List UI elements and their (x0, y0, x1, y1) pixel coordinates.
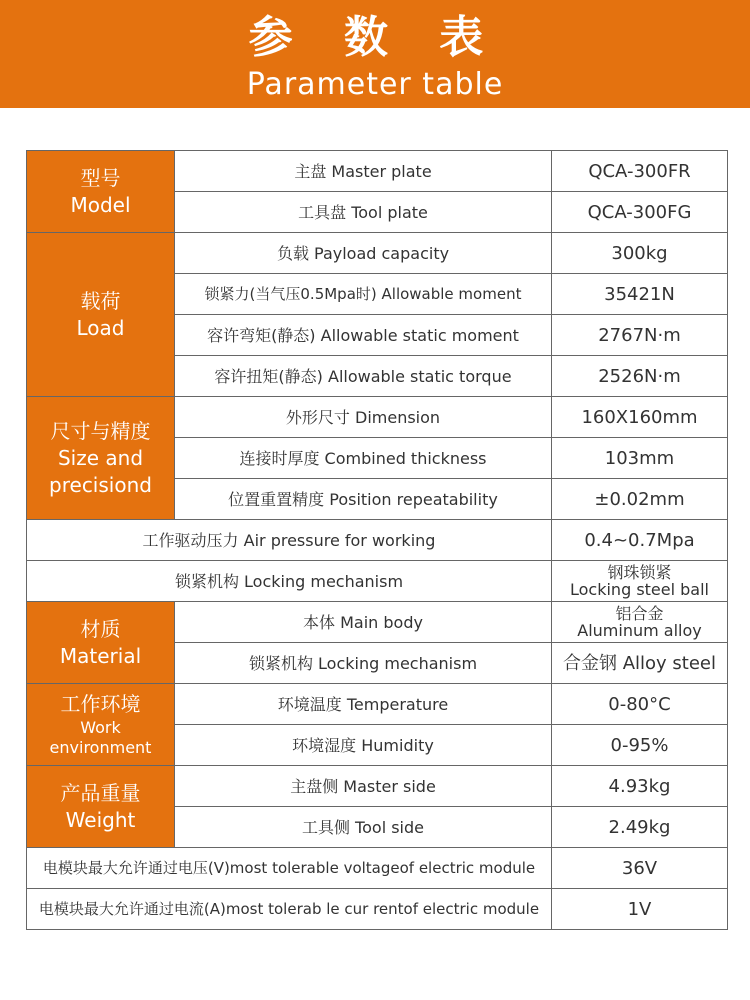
category-label-zh: 工作环境 (60, 692, 141, 716)
table-row (27, 151, 728, 192)
category-environment (27, 684, 175, 766)
category-label-en: Load (76, 315, 125, 340)
category-size (27, 397, 175, 520)
value-cell: QCA-300FR (552, 151, 728, 192)
value-cell: 0-95% (552, 725, 728, 766)
page-title-en: Parameter table (246, 67, 504, 102)
category-label-zh: 产品重量 (60, 780, 141, 805)
table-row (27, 520, 728, 561)
category-load (27, 233, 175, 397)
category-label-en: Size and (57, 445, 144, 470)
category-weight (27, 766, 175, 848)
table-row (27, 233, 728, 274)
category-label-en: Work environment (49, 718, 152, 757)
value-cell (552, 602, 728, 643)
value-cell: 35421N (552, 274, 728, 315)
value-cell: 160X160mm (552, 397, 728, 438)
param-cell: 容许弯矩(静态) Allowable static moment (175, 315, 552, 356)
value-cell: 103mm (552, 438, 728, 479)
param-cell: 环境温度 Temperature (175, 684, 552, 725)
value-zh: 钢珠锁紧 (607, 563, 672, 582)
param-cell: 主盘侧 Master side (175, 766, 552, 807)
param-cell: 位置重置精度 Position repeatability (175, 479, 552, 520)
param-cell: 电模块最大允许通过电流(A)most tolerab le cur rentof electric module (27, 889, 552, 930)
param-cell: 工作驱动压力 Air pressure for working (27, 520, 552, 561)
value-cell: 0-80°C (552, 684, 728, 725)
category-label-en: Weight (65, 807, 136, 832)
value-cell: 2526N·m (552, 356, 728, 397)
value-cell: 2767N·m (552, 315, 728, 356)
value-cell: 合金钢 Alloy steel (552, 643, 728, 684)
param-cell: 锁紧机构 Locking mechanism (27, 561, 552, 602)
table-row (27, 602, 728, 643)
parameter-table (26, 150, 728, 930)
category-label-zh: 材质 (80, 616, 121, 641)
category-label-en: Material (59, 643, 142, 668)
category-label-zh: 型号 (80, 165, 121, 190)
value-zh: 铝合金 (615, 604, 664, 623)
table-row (27, 397, 728, 438)
table-row (27, 848, 728, 889)
category-material (27, 602, 175, 684)
value-cell: 1V (552, 889, 728, 930)
param-cell: 环境湿度 Humidity (175, 725, 552, 766)
page-title-zh: 参 数 表 (248, 12, 502, 63)
param-cell: 主盘 Master plate (175, 151, 552, 192)
param-cell: 负载 Payload capacity (175, 233, 552, 274)
param-cell: 外形尺寸 Dimension (175, 397, 552, 438)
header-banner (0, 0, 750, 108)
param-cell: 工具盘 Tool plate (175, 192, 552, 233)
param-cell: 电模块最大允许通过电压(V)most tolerable voltageof electric module (27, 848, 552, 889)
value-en: Locking steel ball (570, 580, 709, 599)
table-row (27, 766, 728, 807)
value-cell: 4.93kg (552, 766, 728, 807)
value-cell: 0.4~0.7Mpa (552, 520, 728, 561)
param-cell: 锁紧机构 Locking mechanism (175, 643, 552, 684)
category-label-en: precisiond (49, 472, 152, 497)
value-cell: 36V (552, 848, 728, 889)
param-cell: 容许扭矩(静态) Allowable static torque (175, 356, 552, 397)
value-cell: QCA-300FG (552, 192, 728, 233)
table-row (27, 684, 728, 725)
param-cell: 本体 Main body (175, 602, 552, 643)
category-label-zh: 载荷 (80, 288, 121, 313)
param-cell: 工具侧 Tool side (175, 807, 552, 848)
category-label-en: Model (70, 192, 131, 217)
table-row (27, 561, 728, 602)
value-cell: 300kg (552, 233, 728, 274)
param-cell: 连接时厚度 Combined thickness (175, 438, 552, 479)
value-cell: 2.49kg (552, 807, 728, 848)
category-label-zh: 尺寸与精度 (50, 418, 151, 443)
param-cell: 锁紧力(当气压0.5Mpa时) Allowable moment (175, 274, 552, 315)
value-cell (552, 561, 728, 602)
table-row (27, 889, 728, 930)
category-model (27, 151, 175, 233)
value-cell: ±0.02mm (552, 479, 728, 520)
value-en: Aluminum alloy (577, 621, 702, 640)
